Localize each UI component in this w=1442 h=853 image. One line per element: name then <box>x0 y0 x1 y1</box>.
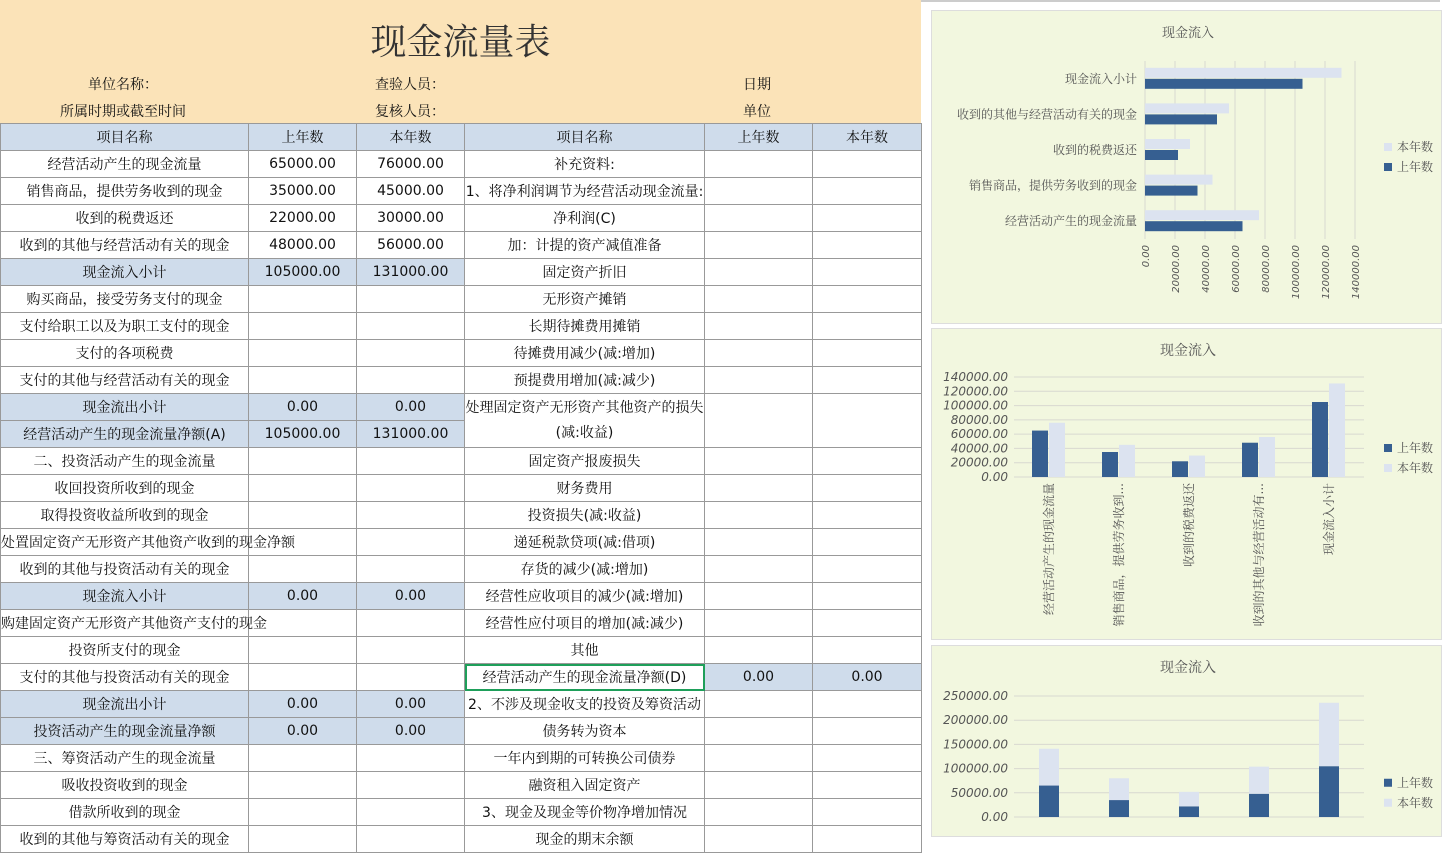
table-row <box>1 718 922 745</box>
category-label: 经营活动产生的现金流量 <box>1004 214 1137 229</box>
prior-year-cell[interactable] <box>705 502 813 529</box>
chart-grouped-column[interactable] <box>931 328 1442 640</box>
bar <box>1179 806 1199 817</box>
table-row <box>1 313 922 340</box>
item-name-cell[interactable]: 投资所支付的现金 <box>1 637 249 664</box>
table-row <box>1 259 922 286</box>
category-label: 收到的其他与经营活动有关的现金 <box>956 107 1137 122</box>
prior-year-cell[interactable] <box>705 718 813 745</box>
item-name-cell[interactable]: 投资损失(减:收益) <box>465 502 705 529</box>
prior-year-cell[interactable] <box>705 394 813 448</box>
tick-label: 0.00 <box>1141 245 1152 268</box>
current-year-cell[interactable]: 131000.00 <box>357 421 465 448</box>
prior-year-cell[interactable]: 48000.00 <box>249 232 357 259</box>
bar <box>1249 767 1269 794</box>
prior-year-cell[interactable] <box>705 691 813 718</box>
prior-year-cell[interactable]: 65000.00 <box>249 151 357 178</box>
bar <box>1145 79 1303 89</box>
prior-year-cell[interactable]: 0.00 <box>249 718 357 745</box>
category-label: 收到的税费返还 <box>1182 483 1196 568</box>
prior-year-cell[interactable]: 0.00 <box>705 664 813 691</box>
prior-year-cell[interactable]: 0.00 <box>249 394 357 421</box>
chart-stacked-column[interactable] <box>931 645 1442 837</box>
current-year-cell[interactable] <box>813 259 922 286</box>
legend-swatch <box>1384 799 1392 807</box>
table-row <box>1 664 922 691</box>
table-row <box>1 799 922 826</box>
current-year-cell[interactable]: 0.00 <box>813 664 922 691</box>
table-row <box>1 583 922 610</box>
item-name-cell[interactable]: 收到的税费返还 <box>1 205 249 232</box>
current-year-cell[interactable] <box>357 556 465 583</box>
legend-label: 上年数 <box>1397 160 1434 174</box>
current-year-cell[interactable] <box>357 745 465 772</box>
table-row <box>1 286 922 313</box>
current-year-cell[interactable]: 0.00 <box>357 394 465 421</box>
current-year-cell[interactable]: 0.00 <box>357 691 465 718</box>
prior-year-cell[interactable] <box>705 583 813 610</box>
category-label: 销售商品，提供劳务收到... <box>1112 483 1126 627</box>
bar <box>1145 221 1243 231</box>
prior-year-cell[interactable] <box>705 529 813 556</box>
item-name-cell[interactable]: 固定资产折旧 <box>465 259 705 286</box>
table-row <box>1 610 922 637</box>
bar <box>1119 445 1135 477</box>
prior-year-cell[interactable] <box>705 205 813 232</box>
current-year-cell[interactable] <box>813 826 922 853</box>
reviewer-label: 复核人员： <box>375 104 445 120</box>
prior-year-cell[interactable] <box>249 799 357 826</box>
current-year-cell[interactable] <box>813 178 922 205</box>
item-name-cell[interactable]: 经营活动产生的现金流量净额(A) <box>1 421 249 448</box>
current-year-cell[interactable] <box>813 772 922 799</box>
prior-year-cell[interactable]: 35000.00 <box>249 178 357 205</box>
item-name-cell[interactable]: 2、不涉及现金收支的投资及筹资活动 <box>465 691 705 718</box>
bar <box>1145 139 1190 149</box>
bar <box>1312 402 1328 477</box>
category-label: 经营活动产生的现金流量 <box>1042 483 1056 616</box>
prior-year-cell[interactable]: 22000.00 <box>249 205 357 232</box>
current-year-cell[interactable] <box>813 583 922 610</box>
current-year-cell[interactable] <box>813 718 922 745</box>
chart-title: 现金流入 <box>1160 660 1216 676</box>
prior-year-cell[interactable] <box>705 232 813 259</box>
category-label: 销售商品，提供劳务收到的现金 <box>968 178 1137 193</box>
bar <box>1249 794 1269 817</box>
current-year-cell[interactable] <box>813 502 922 529</box>
legend-label: 本年数 <box>1397 795 1434 810</box>
table-row <box>1 529 922 556</box>
current-year-cell[interactable] <box>813 610 922 637</box>
prior-year-cell[interactable] <box>249 772 357 799</box>
legend-label: 上年数 <box>1397 441 1434 455</box>
tick-label: 80000.00 <box>950 412 1008 427</box>
table-row <box>1 232 922 259</box>
table-row <box>1 745 922 772</box>
bar <box>1145 175 1213 185</box>
item-name-cell[interactable]: 取得投资收益所收到的现金 <box>1 502 249 529</box>
current-year-cell[interactable] <box>813 556 922 583</box>
prior-year-cell[interactable] <box>705 367 813 394</box>
column-header[interactable]: 项目名称 <box>1 124 249 151</box>
legend-swatch <box>1384 163 1392 171</box>
report-header <box>0 0 921 123</box>
item-name-cell[interactable]: 收到的其他与筹资活动有关的现金 <box>1 826 249 853</box>
legend-label: 本年数 <box>1397 461 1434 475</box>
table-row <box>1 691 922 718</box>
category-label: 收到的税费返还 <box>1052 143 1137 157</box>
bar <box>1242 443 1258 477</box>
cash-flow-table <box>0 123 922 853</box>
item-name-cell[interactable]: 现金流入小计 <box>1 583 249 610</box>
legend-label: 本年数 <box>1397 140 1434 154</box>
tick-label: 40000.00 <box>950 441 1008 456</box>
chart-title: 现金流入 <box>1160 343 1216 359</box>
prior-year-cell[interactable] <box>705 610 813 637</box>
prior-year-cell[interactable] <box>705 637 813 664</box>
tick-label: 100000.00 <box>1291 245 1302 300</box>
item-name-cell[interactable]: 其他 <box>465 637 705 664</box>
bar <box>1319 766 1339 817</box>
current-year-cell[interactable] <box>357 313 465 340</box>
inspector-label: 查验人员： <box>375 77 445 93</box>
tick-label: 100000.00 <box>943 398 1008 413</box>
prior-year-cell[interactable] <box>705 286 813 313</box>
tick-label: 120000.00 <box>1321 245 1332 300</box>
tick-label: 60000.00 <box>950 427 1008 442</box>
tick-label: 20000.00 <box>950 455 1008 470</box>
current-year-cell[interactable] <box>813 340 922 367</box>
item-name-cell[interactable]: 债务转为资本 <box>465 718 705 745</box>
prior-year-cell[interactable]: 105000.00 <box>249 421 357 448</box>
item-name-cell[interactable]: 净利润(C) <box>465 205 705 232</box>
bar <box>1319 703 1339 766</box>
item-name-cell[interactable]: 现金的期末余额 <box>465 826 705 853</box>
prior-year-cell[interactable] <box>249 340 357 367</box>
current-year-cell[interactable] <box>813 448 922 475</box>
item-name-cell[interactable]: 购买商品，接受劳务支付的现金 <box>1 286 249 313</box>
tick-label: 140000.00 <box>943 370 1008 384</box>
bar <box>1145 68 1342 78</box>
current-year-cell[interactable] <box>357 610 465 637</box>
prior-year-cell[interactable] <box>249 637 357 664</box>
item-name-cell[interactable]: 支付的各项税费 <box>1 340 249 367</box>
current-year-cell[interactable] <box>357 664 465 691</box>
page-title: 现金流量表 <box>370 22 551 63</box>
chart-horizontal-bar[interactable] <box>931 10 1442 324</box>
prior-year-cell[interactable] <box>249 556 357 583</box>
tick-label: 60000.00 <box>1231 245 1242 293</box>
prior-year-cell[interactable] <box>705 799 813 826</box>
table-row <box>1 205 922 232</box>
item-name-cell[interactable]: 经营活动产生的现金流量净额(D) <box>465 664 705 691</box>
period-label: 所属时期或截至时间 <box>60 104 186 120</box>
current-year-cell[interactable] <box>813 475 922 502</box>
current-year-cell[interactable] <box>813 799 922 826</box>
item-name-cell[interactable]: 固定资产报废损失 <box>465 448 705 475</box>
table-row <box>1 475 922 502</box>
prior-year-cell[interactable]: 0.00 <box>249 691 357 718</box>
legend-swatch <box>1384 444 1392 452</box>
prior-year-cell[interactable] <box>705 475 813 502</box>
item-name-cell[interactable]: 长期待摊费用摊销 <box>465 313 705 340</box>
table-row <box>1 502 922 529</box>
bar <box>1145 210 1259 220</box>
bar <box>1179 792 1199 807</box>
current-year-cell[interactable]: 76000.00 <box>357 151 465 178</box>
current-year-cell[interactable] <box>813 151 922 178</box>
current-year-cell[interactable] <box>813 745 922 772</box>
tick-label: 120000.00 <box>943 384 1008 399</box>
tick-label: 80000.00 <box>1261 245 1272 293</box>
category-label: 现金流入小计 <box>1322 483 1336 556</box>
bar <box>1039 749 1059 786</box>
prior-year-cell[interactable] <box>249 475 357 502</box>
item-name-cell[interactable]: 支付的其他与投资活动有关的现金 <box>1 664 249 691</box>
prior-year-cell[interactable] <box>705 448 813 475</box>
item-name-cell[interactable]: 销售商品，提供劳务收到的现金 <box>1 178 249 205</box>
current-year-cell[interactable]: 56000.00 <box>357 232 465 259</box>
table-header-row <box>1 124 922 151</box>
item-name-cell[interactable]: 收回投资所收到的现金 <box>1 475 249 502</box>
item-name-cell[interactable]: 收到的其他与经营活动有关的现金 <box>1 232 249 259</box>
item-name-cell[interactable]: 现金流入小计 <box>1 259 249 286</box>
table-row <box>1 367 922 394</box>
column-header[interactable]: 本年数 <box>813 124 922 151</box>
bar <box>1109 800 1129 817</box>
prior-year-cell[interactable] <box>249 664 357 691</box>
current-year-cell[interactable] <box>357 826 465 853</box>
item-name-cell[interactable]: 投资活动产生的现金流量净额 <box>1 718 249 745</box>
item-name-cell[interactable]: 融资租入固定资产 <box>465 772 705 799</box>
current-year-cell[interactable] <box>357 529 465 556</box>
prior-year-cell[interactable] <box>705 259 813 286</box>
item-name-cell[interactable]: 现金流出小计 <box>1 691 249 718</box>
bar <box>1145 114 1217 124</box>
item-name-cell[interactable]: 借款所收到的现金 <box>1 799 249 826</box>
column-header[interactable]: 本年数 <box>357 124 465 151</box>
current-year-cell[interactable] <box>357 367 465 394</box>
tick-label: 140000.00 <box>1351 245 1362 300</box>
tick-label: 50000.00 <box>950 785 1008 800</box>
current-year-cell[interactable] <box>813 313 922 340</box>
table-row <box>1 826 922 853</box>
item-name-cell[interactable]: 处置固定资产无形资产其他资产收到的现金净额 <box>1 529 249 556</box>
tick-label: 0.00 <box>981 470 1008 484</box>
column-header[interactable]: 上年数 <box>705 124 813 151</box>
tick-label: 0.00 <box>981 810 1008 824</box>
legend-swatch <box>1384 143 1392 151</box>
tick-label: 150000.00 <box>943 737 1008 752</box>
category-label: 收到的其他与经营活动有... <box>1252 483 1266 627</box>
prior-year-cell[interactable] <box>249 313 357 340</box>
tick-label: 250000.00 <box>943 689 1008 703</box>
current-year-cell[interactable] <box>813 286 922 313</box>
prior-year-cell[interactable] <box>705 178 813 205</box>
current-year-cell[interactable] <box>357 799 465 826</box>
item-name-cell[interactable]: 吸收投资收到的现金 <box>1 772 249 799</box>
table-row <box>1 178 922 205</box>
bar <box>1145 103 1229 113</box>
item-name-cell[interactable]: 补充资料: <box>465 151 705 178</box>
item-name-cell[interactable]: 1、将净利润调节为经营活动现金流量: <box>465 178 705 205</box>
item-name-cell[interactable]: 支付的其他与经营活动有关的现金 <box>1 367 249 394</box>
current-year-cell[interactable] <box>357 286 465 313</box>
bar <box>1039 786 1059 817</box>
table-row <box>1 340 922 367</box>
item-name-cell[interactable]: 现金流出小计 <box>1 394 249 421</box>
table-row <box>1 151 922 178</box>
current-year-cell[interactable]: 45000.00 <box>357 178 465 205</box>
item-name-cell[interactable]: 二、投资活动产生的现金流量 <box>1 448 249 475</box>
item-name-cell[interactable]: 经营性应付项目的增加(减:减少) <box>465 610 705 637</box>
bar <box>1189 456 1205 477</box>
bar <box>1259 437 1275 477</box>
prior-year-cell[interactable] <box>249 286 357 313</box>
current-year-cell[interactable] <box>813 394 922 448</box>
prior-year-cell[interactable] <box>705 772 813 799</box>
current-year-cell[interactable]: 30000.00 <box>357 205 465 232</box>
item-name-cell[interactable]: 一年内到期的可转换公司债券 <box>465 745 705 772</box>
current-year-cell[interactable]: 0.00 <box>357 583 465 610</box>
bar <box>1049 423 1065 477</box>
table-row <box>1 637 922 664</box>
bar <box>1145 150 1178 160</box>
table-row <box>1 448 922 475</box>
bar <box>1329 383 1345 477</box>
current-year-cell[interactable] <box>813 529 922 556</box>
bar <box>1109 778 1129 800</box>
prior-year-cell[interactable] <box>705 826 813 853</box>
current-year-cell[interactable] <box>813 637 922 664</box>
legend-swatch <box>1384 464 1392 472</box>
chart-title: 现金流入 <box>1161 26 1215 41</box>
current-year-cell[interactable] <box>357 475 465 502</box>
bar <box>1032 431 1048 477</box>
prior-year-cell[interactable] <box>249 502 357 529</box>
prior-year-cell[interactable] <box>249 826 357 853</box>
table-row <box>1 394 922 421</box>
legend-swatch <box>1384 779 1392 787</box>
prior-year-cell[interactable] <box>705 340 813 367</box>
category-label: 现金流入小计 <box>1064 71 1137 86</box>
item-name-cell[interactable]: 预提费用增加(减:减少) <box>465 367 705 394</box>
table-row <box>1 772 922 799</box>
bar <box>1172 461 1188 477</box>
tick-label: 20000.00 <box>1171 245 1182 293</box>
current-year-cell[interactable] <box>357 772 465 799</box>
current-year-cell[interactable]: 131000.00 <box>357 259 465 286</box>
current-year-cell[interactable]: 0.00 <box>357 718 465 745</box>
item-name-cell[interactable]: 经营活动产生的现金流量 <box>1 151 249 178</box>
prior-year-cell[interactable] <box>249 448 357 475</box>
item-name-cell[interactable]: 加：计提的资产减值准备 <box>465 232 705 259</box>
item-name-cell[interactable]: 处理固定资产无形资产其他资产的损失(减:收益) <box>465 394 705 448</box>
prior-year-cell[interactable] <box>249 745 357 772</box>
tick-label: 40000.00 <box>1201 245 1212 293</box>
item-name-cell[interactable]: 3、现金及现金等价物净增加情况 <box>465 799 705 826</box>
current-year-cell[interactable] <box>357 340 465 367</box>
item-name-cell[interactable]: 待摊费用减少(减:增加) <box>465 340 705 367</box>
tick-label: 100000.00 <box>943 761 1008 776</box>
item-name-cell[interactable]: 三、筹资活动产生的现金流量 <box>1 745 249 772</box>
item-name-cell[interactable]: 支付给职工以及为职工支付的现金 <box>1 313 249 340</box>
bar <box>1145 186 1198 196</box>
item-name-cell[interactable]: 存货的减少(减:增加) <box>465 556 705 583</box>
item-name-cell[interactable]: 递延税款贷项(减:借项) <box>465 529 705 556</box>
prior-year-cell[interactable]: 105000.00 <box>249 259 357 286</box>
tick-label: 200000.00 <box>943 713 1008 728</box>
prior-year-cell[interactable]: 0.00 <box>249 583 357 610</box>
table-row <box>1 556 922 583</box>
prior-year-cell[interactable] <box>705 151 813 178</box>
current-year-cell[interactable] <box>813 691 922 718</box>
item-name-cell[interactable]: 财务费用 <box>465 475 705 502</box>
item-name-cell[interactable]: 经营性应收项目的减少(减:增加) <box>465 583 705 610</box>
prior-year-cell[interactable] <box>249 367 357 394</box>
current-year-cell[interactable] <box>357 502 465 529</box>
date-label: 日期 <box>743 77 771 93</box>
unit-name-label: 单位名称： <box>88 77 158 93</box>
current-year-cell[interactable] <box>813 232 922 259</box>
prior-year-cell[interactable] <box>705 313 813 340</box>
unit-label: 单位 <box>743 104 771 120</box>
item-name-cell[interactable]: 购建固定资产无形资产其他资产支付的现金 <box>1 610 249 637</box>
column-header[interactable]: 上年数 <box>249 124 357 151</box>
prior-year-cell[interactable] <box>705 745 813 772</box>
item-name-cell[interactable]: 收到的其他与投资活动有关的现金 <box>1 556 249 583</box>
current-year-cell[interactable] <box>357 448 465 475</box>
current-year-cell[interactable] <box>813 205 922 232</box>
item-name-cell[interactable]: 无形资产摊销 <box>465 286 705 313</box>
prior-year-cell[interactable] <box>705 556 813 583</box>
column-header[interactable]: 项目名称 <box>465 124 705 151</box>
legend-label: 上年数 <box>1397 775 1434 790</box>
current-year-cell[interactable] <box>357 637 465 664</box>
current-year-cell[interactable] <box>813 367 922 394</box>
bar <box>1102 452 1118 477</box>
